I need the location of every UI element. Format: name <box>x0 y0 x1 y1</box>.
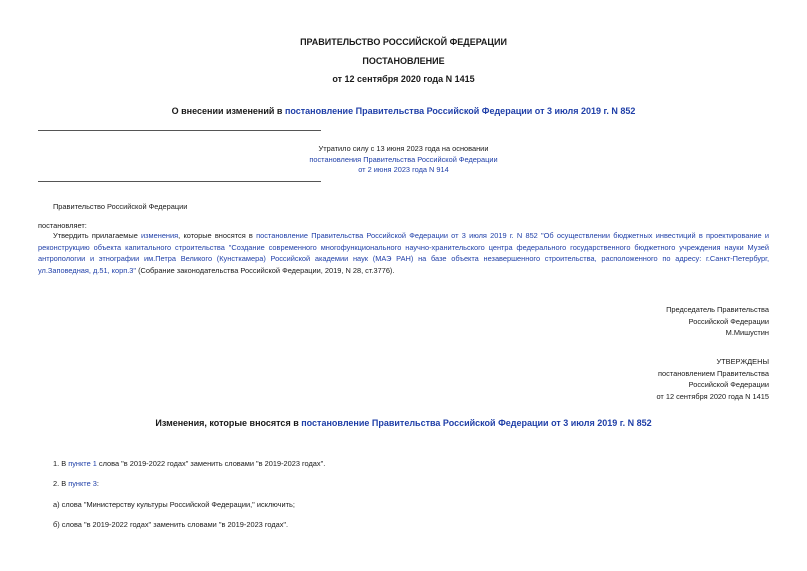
item-1-text-a: 1. В <box>53 459 69 468</box>
signature-line-2: Российской Федерации <box>688 316 769 326</box>
document-date-number: от 12 сентября 2020 года N 1415 <box>332 74 475 84</box>
changes-title-decree-link[interactable]: постановление Правительства Российской Федерации от 3 июля 2019 г. N 852 <box>301 418 652 428</box>
p1-text-c: (Собрание законодательства Российской Федерации, 2019, N 28, ст.3776). <box>136 265 395 275</box>
signature-line-1: Председатель Правительства <box>666 305 769 314</box>
changes-title-prefix: Изменения, которые вносятся в <box>155 418 302 428</box>
item-2-link[interactable]: пункте 3 <box>68 479 97 488</box>
approved-line-3: Российской Федерации <box>688 380 769 389</box>
changes-title <box>0 418 807 428</box>
paragraph-approve <box>38 230 769 276</box>
item-1 <box>53 459 325 468</box>
p1-text-a: Утвердить прилагаемые <box>53 231 142 240</box>
approved-line-2: постановлением Правительства <box>658 368 769 378</box>
intro-text: Правительство Российской Федерации <box>53 202 188 211</box>
changes-link[interactable]: изменения <box>141 231 179 240</box>
item-2-text-a: 2. В <box>53 479 69 488</box>
item-1-link[interactable]: пункте 1 <box>68 459 97 468</box>
approved-block <box>656 356 769 402</box>
p1-text-b: , которые вносятся в <box>178 231 257 240</box>
government-heading: ПРАВИТЕЛЬСТВО РОССИЙСКОЙ ФЕДЕРАЦИИ <box>300 37 507 47</box>
title-prefix: О внесении изменений в <box>171 106 285 116</box>
approved-line-1: УТВЕРЖДЕНЫ <box>716 357 769 366</box>
title-decree-link[interactable]: постановление Правительства Российской Федерации от 3 июля 2019 г. N 852 <box>284 106 636 116</box>
status-note-link-2[interactable]: от 2 июня 2023 года N 914 <box>358 165 449 174</box>
divider-bottom <box>38 181 321 182</box>
item-2a: а) слова "Министерству культуры Российской Федерации," исключить; <box>53 500 295 509</box>
item-2 <box>53 479 99 488</box>
document-type: ПОСТАНОВЛЕНИЕ <box>362 56 445 66</box>
approved-line-4: от 12 сентября 2020 года N 1415 <box>656 391 769 401</box>
signature-line-3: М.Мишустин <box>725 328 769 337</box>
item-1-text-b: слова "в 2019-2022 годах" заменить словами "в 2019-2023 годах". <box>96 459 326 468</box>
decree-852-link[interactable]: постановление Правительства Российской Федерации от 3 июля 2019 г. N 852 "Об осуществлении бюджетных инвестиций в проектирование и реконструкцию объекта капитального строительства "Создание современного многофункционального научно-хранительского центра федерального государственного бюджетного учреждения науки Музей антропологии и этнографии им.Петра Великого (Кунсткамера) Российской академии наук (МАЭ РАН) на базе объекта незавершенного строительства, расположенного по адресу: г.Санкт-Петербург, ул.Заповедная, д.51, корп.3" <box>38 231 769 275</box>
resolves-text: постановляет: <box>38 221 87 230</box>
divider-top <box>38 130 321 131</box>
status-note-text: Утратило силу с 13 июня 2023 года на основании <box>318 144 489 153</box>
item-2-text-b: : <box>96 479 99 488</box>
status-note-link-1[interactable]: постановления Правительства Российской Федерации <box>309 155 498 164</box>
item-2b: б) слова "в 2019-2022 годах" заменить словами "в 2019-2023 годах". <box>53 520 289 529</box>
signature-block <box>666 304 769 339</box>
document-title <box>0 106 807 116</box>
